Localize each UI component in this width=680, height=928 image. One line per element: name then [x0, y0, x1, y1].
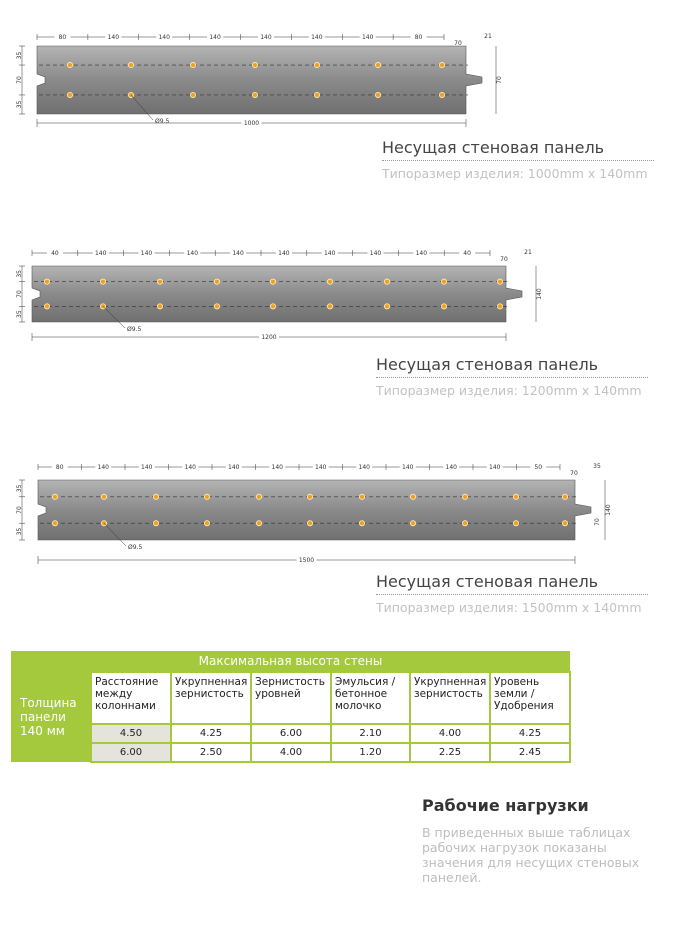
dimension-label: 35: [16, 527, 23, 536]
bolt-hole: [441, 279, 446, 284]
table-cell: 2.10: [331, 724, 410, 743]
dimension-label: 140: [311, 34, 323, 41]
diameter-label: Ø9.5: [155, 118, 170, 125]
bolt-hole: [52, 521, 57, 526]
bolt-hole: [153, 494, 158, 499]
dimension-label: 140: [228, 464, 240, 471]
bolt-hole: [190, 62, 195, 67]
section-text: В приведенных выше таблицах рабочих нагрузок показаны значения для несущих стеновых панелей.: [422, 825, 640, 885]
bolt-hole: [157, 279, 162, 284]
bolt-hole: [314, 62, 319, 67]
bolt-hole: [410, 494, 415, 499]
column-header: Зернистость уровней: [251, 672, 331, 724]
panel-1500-caption: [376, 572, 648, 615]
bolt-hole: [462, 494, 467, 499]
bolt-hole: [270, 279, 275, 284]
dimension-label: 140: [97, 464, 109, 471]
dimension-label: 70: [500, 256, 508, 263]
dimension-label: 70: [16, 76, 23, 84]
dimension-label: 40: [463, 250, 471, 257]
table-title: Максимальная высота стены: [11, 651, 570, 672]
bolt-hole: [128, 62, 133, 67]
bolt-hole: [52, 494, 57, 499]
dimension-label: 140: [184, 464, 196, 471]
bolt-hole: [497, 304, 502, 309]
bolt-hole: [252, 62, 257, 67]
bolt-hole: [513, 494, 518, 499]
bolt-hole: [439, 92, 444, 97]
bolt-hole: [384, 304, 389, 309]
dimension-label: 140: [158, 34, 170, 41]
dimension-label: 140: [536, 288, 543, 300]
bolt-hole: [256, 521, 261, 526]
bolt-hole: [67, 92, 72, 97]
table-row: [11, 724, 570, 743]
dimension-label: 140: [209, 34, 221, 41]
bolt-hole: [252, 92, 257, 97]
table-cell: 4.50: [91, 724, 171, 743]
dimension-label: 80: [58, 34, 67, 41]
dimension-label: 140: [186, 250, 199, 257]
dimension-label: 70: [16, 506, 23, 514]
bolt-hole: [101, 494, 106, 499]
working-loads-section: [422, 796, 672, 885]
dimension-label: 140: [107, 34, 120, 41]
panel-1500-drawing: [0, 450, 680, 570]
dimension-label: 80: [414, 34, 423, 41]
dimension-label: 21: [484, 33, 492, 40]
panel-size: Типоразмер изделия: 1200mm x 140mm: [376, 383, 642, 398]
section-title: Рабочие нагрузки: [422, 796, 589, 815]
table-cell: 2.45: [490, 743, 570, 762]
dimension-label: 140: [315, 464, 327, 471]
diameter-label: Ø9.5: [128, 544, 143, 551]
bolt-hole: [513, 521, 518, 526]
bolt-hole: [307, 494, 312, 499]
dimension-label: 35: [16, 51, 23, 60]
dimension-label: 140: [358, 464, 370, 471]
bolt-hole: [314, 92, 319, 97]
panel-1000-caption: [382, 138, 654, 181]
bolt-hole: [204, 494, 209, 499]
table-cell: 4.25: [490, 724, 570, 743]
table-cell: 4.00: [251, 743, 331, 762]
dimension-label: 140: [278, 250, 290, 257]
table-cell: 2.25: [410, 743, 490, 762]
bolt-hole: [256, 494, 261, 499]
bolt-hole: [497, 279, 502, 284]
table-cell: 1.20: [331, 743, 410, 762]
dimension-label: 35: [16, 310, 23, 318]
dimension-label: 140: [140, 250, 153, 257]
column-header: Укрупненная зернистость: [410, 672, 490, 724]
bolt-hole: [270, 304, 275, 309]
table-row: [11, 743, 570, 762]
overall-length-label: 1200: [261, 334, 277, 341]
dimension-label: 140: [94, 250, 107, 257]
bolt-hole: [562, 521, 567, 526]
dimension-label: 140: [489, 464, 501, 471]
column-header: Расстояние между колоннами: [91, 672, 171, 724]
bolt-hole: [439, 62, 444, 67]
dimension-label: 70: [594, 518, 601, 526]
bolt-hole: [67, 62, 72, 67]
max-wall-height-table: [11, 651, 571, 763]
bolt-hole: [214, 279, 219, 284]
divider: [376, 594, 648, 595]
dimension-label: 70: [496, 76, 503, 84]
panel-size: Типоразмер изделия: 1000mm x 140mm: [382, 166, 648, 181]
bolt-hole: [410, 521, 415, 526]
dimension-label: 70: [16, 290, 23, 298]
dimension-label: 35: [593, 463, 601, 470]
bolt-hole: [214, 304, 219, 309]
dimension-label: 40: [51, 250, 59, 257]
bolt-hole: [384, 279, 389, 284]
bolt-hole: [44, 279, 49, 284]
panel-thickness-label: Толщина панели 140 мм: [11, 672, 91, 762]
bolt-hole: [562, 494, 567, 499]
table-cell: 2.50: [171, 743, 251, 762]
panel-title: Несущая стеновая панель: [376, 355, 599, 374]
panel-1200-drawing: [0, 230, 680, 350]
dimension-label: 140: [402, 464, 414, 471]
table-cell: 6.00: [91, 743, 171, 762]
dimension-label: 140: [260, 34, 272, 41]
dimension-label: 140: [232, 250, 244, 257]
dimension-label: 80: [55, 464, 64, 471]
overall-length-label: 1500: [298, 557, 315, 564]
bolt-hole: [375, 92, 380, 97]
dimension-label: 140: [323, 250, 336, 257]
bolt-hole: [100, 279, 105, 284]
dimension-label: 140: [605, 504, 612, 516]
dimension-label: 35: [16, 270, 23, 278]
table-cell: 4.25: [171, 724, 251, 743]
bolt-hole: [44, 304, 49, 309]
bolt-hole: [327, 304, 332, 309]
bolt-hole: [359, 494, 364, 499]
dimension-label: 50: [534, 464, 543, 471]
overall-length-label: 1000: [243, 120, 260, 127]
diameter-label: Ø9.5: [127, 326, 142, 333]
bolt-hole: [153, 521, 158, 526]
table-cell: 6.00: [251, 724, 331, 743]
dimension-label: 70: [454, 40, 462, 47]
bolt-hole: [327, 279, 332, 284]
bolt-hole: [375, 62, 380, 67]
column-header: Эмульсия /бетонное молочко: [331, 672, 410, 724]
dimension-label: 140: [361, 34, 374, 41]
dimension-label: 140: [445, 464, 457, 471]
bolt-hole: [307, 521, 312, 526]
bolt-hole: [462, 521, 467, 526]
panel-body: [32, 266, 522, 322]
column-header: Уровень земли /Удобрения: [490, 672, 570, 724]
divider: [376, 377, 648, 378]
panel-title: Несущая стеновая панель: [376, 572, 599, 591]
dimension-label: 140: [271, 464, 283, 471]
dimension-label: 140: [141, 464, 153, 471]
bolt-hole: [441, 304, 446, 309]
panel-body: [37, 46, 482, 114]
panel-1000-drawing: [0, 28, 680, 128]
bolt-hole: [359, 521, 364, 526]
dimension-label: 140: [369, 250, 382, 257]
panel-1200-caption: [376, 355, 648, 398]
dimension-label: 35: [16, 100, 23, 109]
bolt-hole: [204, 521, 209, 526]
bolt-hole: [190, 92, 195, 97]
dimension-label: 70: [570, 470, 578, 477]
panel-size: Типоразмер изделия: 1500mm x 140mm: [376, 600, 642, 615]
table-cell: 4.00: [410, 724, 490, 743]
divider: [382, 160, 654, 161]
panel-body: [38, 480, 591, 540]
bolt-hole: [157, 304, 162, 309]
dimension-label: 21: [524, 249, 532, 256]
dimension-label: 35: [16, 484, 23, 493]
dimension-label: 140: [415, 250, 428, 257]
panel-title: Несущая стеновая панель: [382, 138, 605, 157]
column-header: Укрупненная зернистость: [171, 672, 251, 724]
